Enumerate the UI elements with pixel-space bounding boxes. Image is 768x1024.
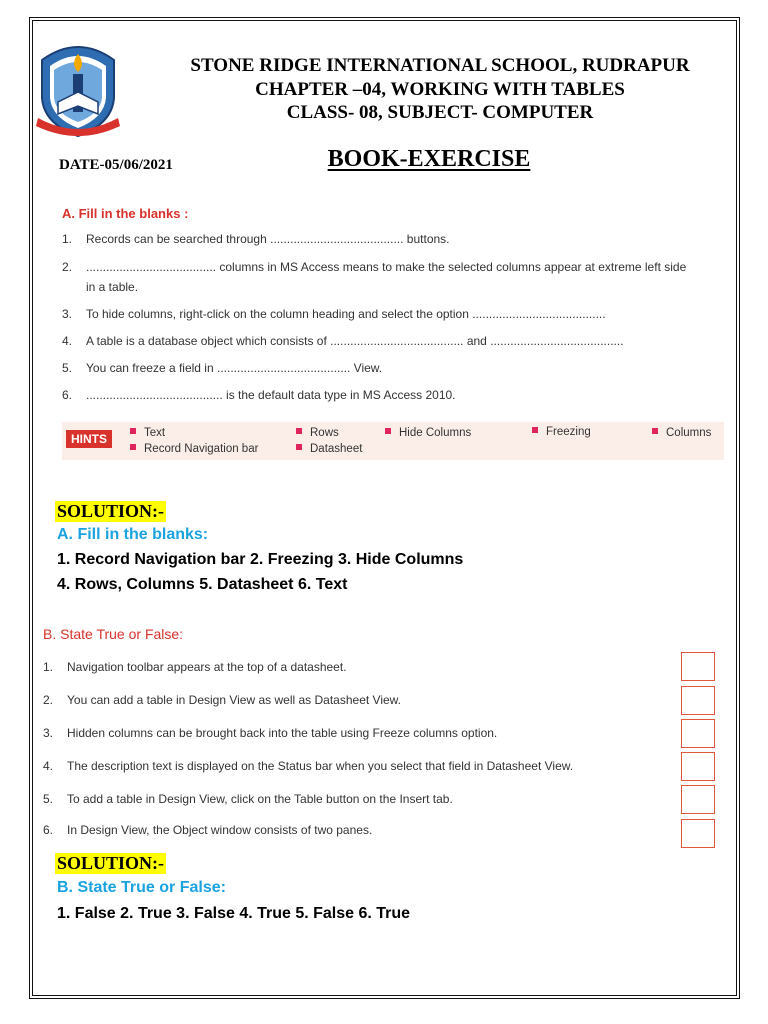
- answer-box: [681, 652, 715, 681]
- solution-a-subtitle: A. Fill in the blanks:: [57, 526, 209, 543]
- list-item: 6. In Design View, the Object window consists of two panes.: [43, 823, 373, 837]
- page-title: BOOK-EXERCISE: [327, 146, 531, 172]
- hints-box: [62, 422, 724, 460]
- section-a-heading: A. Fill in the blanks :: [62, 206, 189, 221]
- list-item: 4. The description text is displayed on the Status bar when you select that field in Datasheet View.: [43, 759, 574, 773]
- answer-box: [681, 752, 715, 781]
- answer-box: [681, 686, 715, 715]
- hint-item: Columns: [652, 427, 711, 439]
- hints-badge: HINTS: [66, 430, 112, 448]
- list-item: in a table.: [86, 280, 139, 294]
- school-logo-icon: [34, 40, 122, 140]
- class-subject: CLASS- 08, SUBJECT- COMPUTER: [286, 102, 594, 123]
- solution-b-subtitle: B. State True or False:: [57, 879, 226, 896]
- answer-box: [681, 785, 715, 814]
- list-item: 3. To hide columns, right-click on the column heading and select the option ........................................: [62, 307, 606, 321]
- hint-item: Record Navigation bar: [130, 443, 258, 455]
- list-item: 1. Navigation toolbar appears at the top of a datasheet.: [43, 660, 347, 674]
- list-item: 3. Hidden columns can be brought back into the table using Freeze columns option.: [43, 726, 498, 740]
- date-label: DATE-05/06/2021: [59, 157, 173, 173]
- list-item: 1. Records can be searched through ........................................ buttons.: [62, 232, 450, 246]
- hint-item: Text: [130, 427, 165, 439]
- solution-a-label: SOLUTION:-: [57, 501, 165, 521]
- answer-box: [681, 719, 715, 748]
- solution-b-answers: 1. False 2. True 3. False 4. True 5. False 6. True: [57, 905, 411, 922]
- solution-b-label: SOLUTION:-: [57, 853, 165, 873]
- school-name: STONE RIDGE INTERNATIONAL SCHOOL, RUDRAPUR: [190, 55, 690, 76]
- hint-item: Hide Columns: [385, 427, 471, 439]
- list-item: 5. You can freeze a field in ........................................ View.: [62, 361, 383, 375]
- hint-item: Rows: [296, 427, 339, 439]
- list-item: 5. To add a table in Design View, click on the Table button on the Insert tab.: [43, 792, 453, 806]
- hint-item: Datasheet: [296, 443, 362, 455]
- answer-box: [681, 819, 715, 848]
- hint-item: Freezing: [532, 426, 591, 438]
- solution-a-answers-line1: 1. Record Navigation bar 2. Freezing 3. Hide Columns: [57, 551, 464, 568]
- list-item: 4. A table is a database object which consists of ........................................ and ........................................: [62, 334, 624, 348]
- solution-a-answers-line2: 4. Rows, Columns 5. Datasheet 6. Text: [57, 576, 348, 593]
- list-item: 2. ....................................... columns in MS Access means to make the selected columns appear at extreme left side: [62, 260, 687, 274]
- list-item: 2. You can add a table in Design View as well as Datasheet View.: [43, 693, 401, 707]
- chapter-title: CHAPTER –04, WORKING WITH TABLES: [255, 79, 625, 100]
- section-b-heading: B. State True or False:: [43, 626, 184, 642]
- list-item: 6. ......................................... is the default data type in MS Access 2010.: [62, 388, 456, 402]
